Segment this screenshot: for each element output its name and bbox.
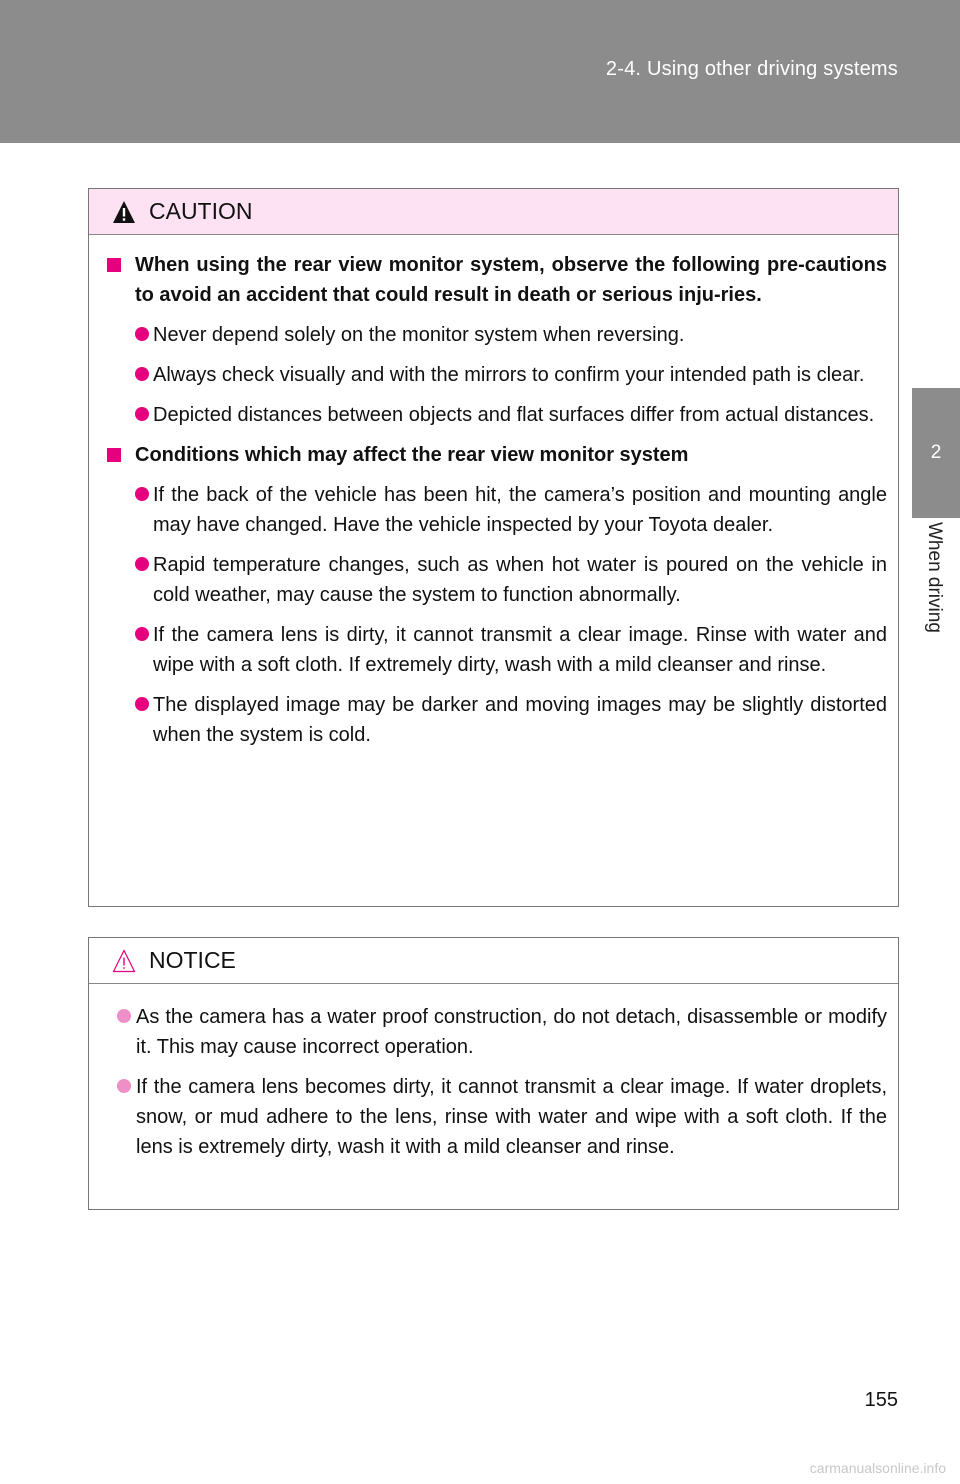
caution-title: CAUTION [149,198,253,224]
notice-body [89,984,898,1162]
warning-triangle-outline-icon [112,949,136,973]
round-bullet-icon [135,697,149,711]
round-bullet-icon [117,1009,131,1023]
notice-item: If the camera lens becomes dirty, it cannot transmit a clear image. If water droplets, snow, or mud adhere to the lens, rinse with water and wipe with a soft cloth. If the lens is extremely dirty, wash it with a mild cleanser and rinse. [109,1072,887,1162]
caution-body [89,235,898,750]
page-number: 155 [864,1389,898,1411]
round-bullet-icon [135,327,149,341]
watermark: carmanualsonline.info [809,1460,946,1476]
round-bullet-icon [135,557,149,571]
notice-box [88,937,899,1210]
chapter-number: 2 [930,442,942,463]
round-bullet-icon [117,1079,131,1093]
caution-item: Rapid temperature changes, such as when hot water is poured on the vehicle in cold weather, may cause the system to function abnormally. [107,550,887,610]
caution-heading-1: When using the rear view monitor system, observe the following pre-cautions to avoid an accident that could result in death or serious inju-ries. [107,250,887,310]
square-bullet-icon [107,448,121,462]
caution-item: Always check visually and with the mirrors to confirm your intended path is clear. [107,360,887,390]
round-bullet-icon [135,407,149,421]
notice-header [89,938,898,984]
round-bullet-icon [135,487,149,501]
chapter-tab[interactable] [912,388,960,518]
caution-item: The displayed image may be darker and moving images may be slightly distorted when the system is cold. [107,690,887,750]
caution-header [89,189,898,235]
chapter-label: When driving [924,522,945,633]
caution-box [88,188,899,907]
round-bullet-icon [135,627,149,641]
notice-item: As the camera has a water proof construction, do not detach, disassemble or modify it. This may cause incorrect operation. [109,1002,887,1062]
caution-item: If the camera lens is dirty, it cannot transmit a clear image. Rinse with water and wipe with a soft cloth. If extremely dirty, wash with a mild cleanser and rinse. [107,620,887,680]
caution-item: Never depend solely on the monitor system when reversing. [107,320,887,350]
header-band [0,0,960,143]
caution-heading-2: Conditions which may affect the rear view monitor system [107,440,887,470]
caution-item: Depicted distances between objects and flat surfaces differ from actual distances. [107,400,887,430]
section-title: 2-4. Using other driving systems [605,58,898,80]
square-bullet-icon [107,258,121,272]
caution-item: If the back of the vehicle has been hit, the camera’s position and mounting angle may have changed. Have the vehicle inspected by your Toyota dealer. [107,480,887,540]
round-bullet-icon [135,367,149,381]
warning-triangle-filled-icon [112,200,136,224]
notice-title: NOTICE [149,947,236,973]
chapter-label-tab [912,522,960,702]
